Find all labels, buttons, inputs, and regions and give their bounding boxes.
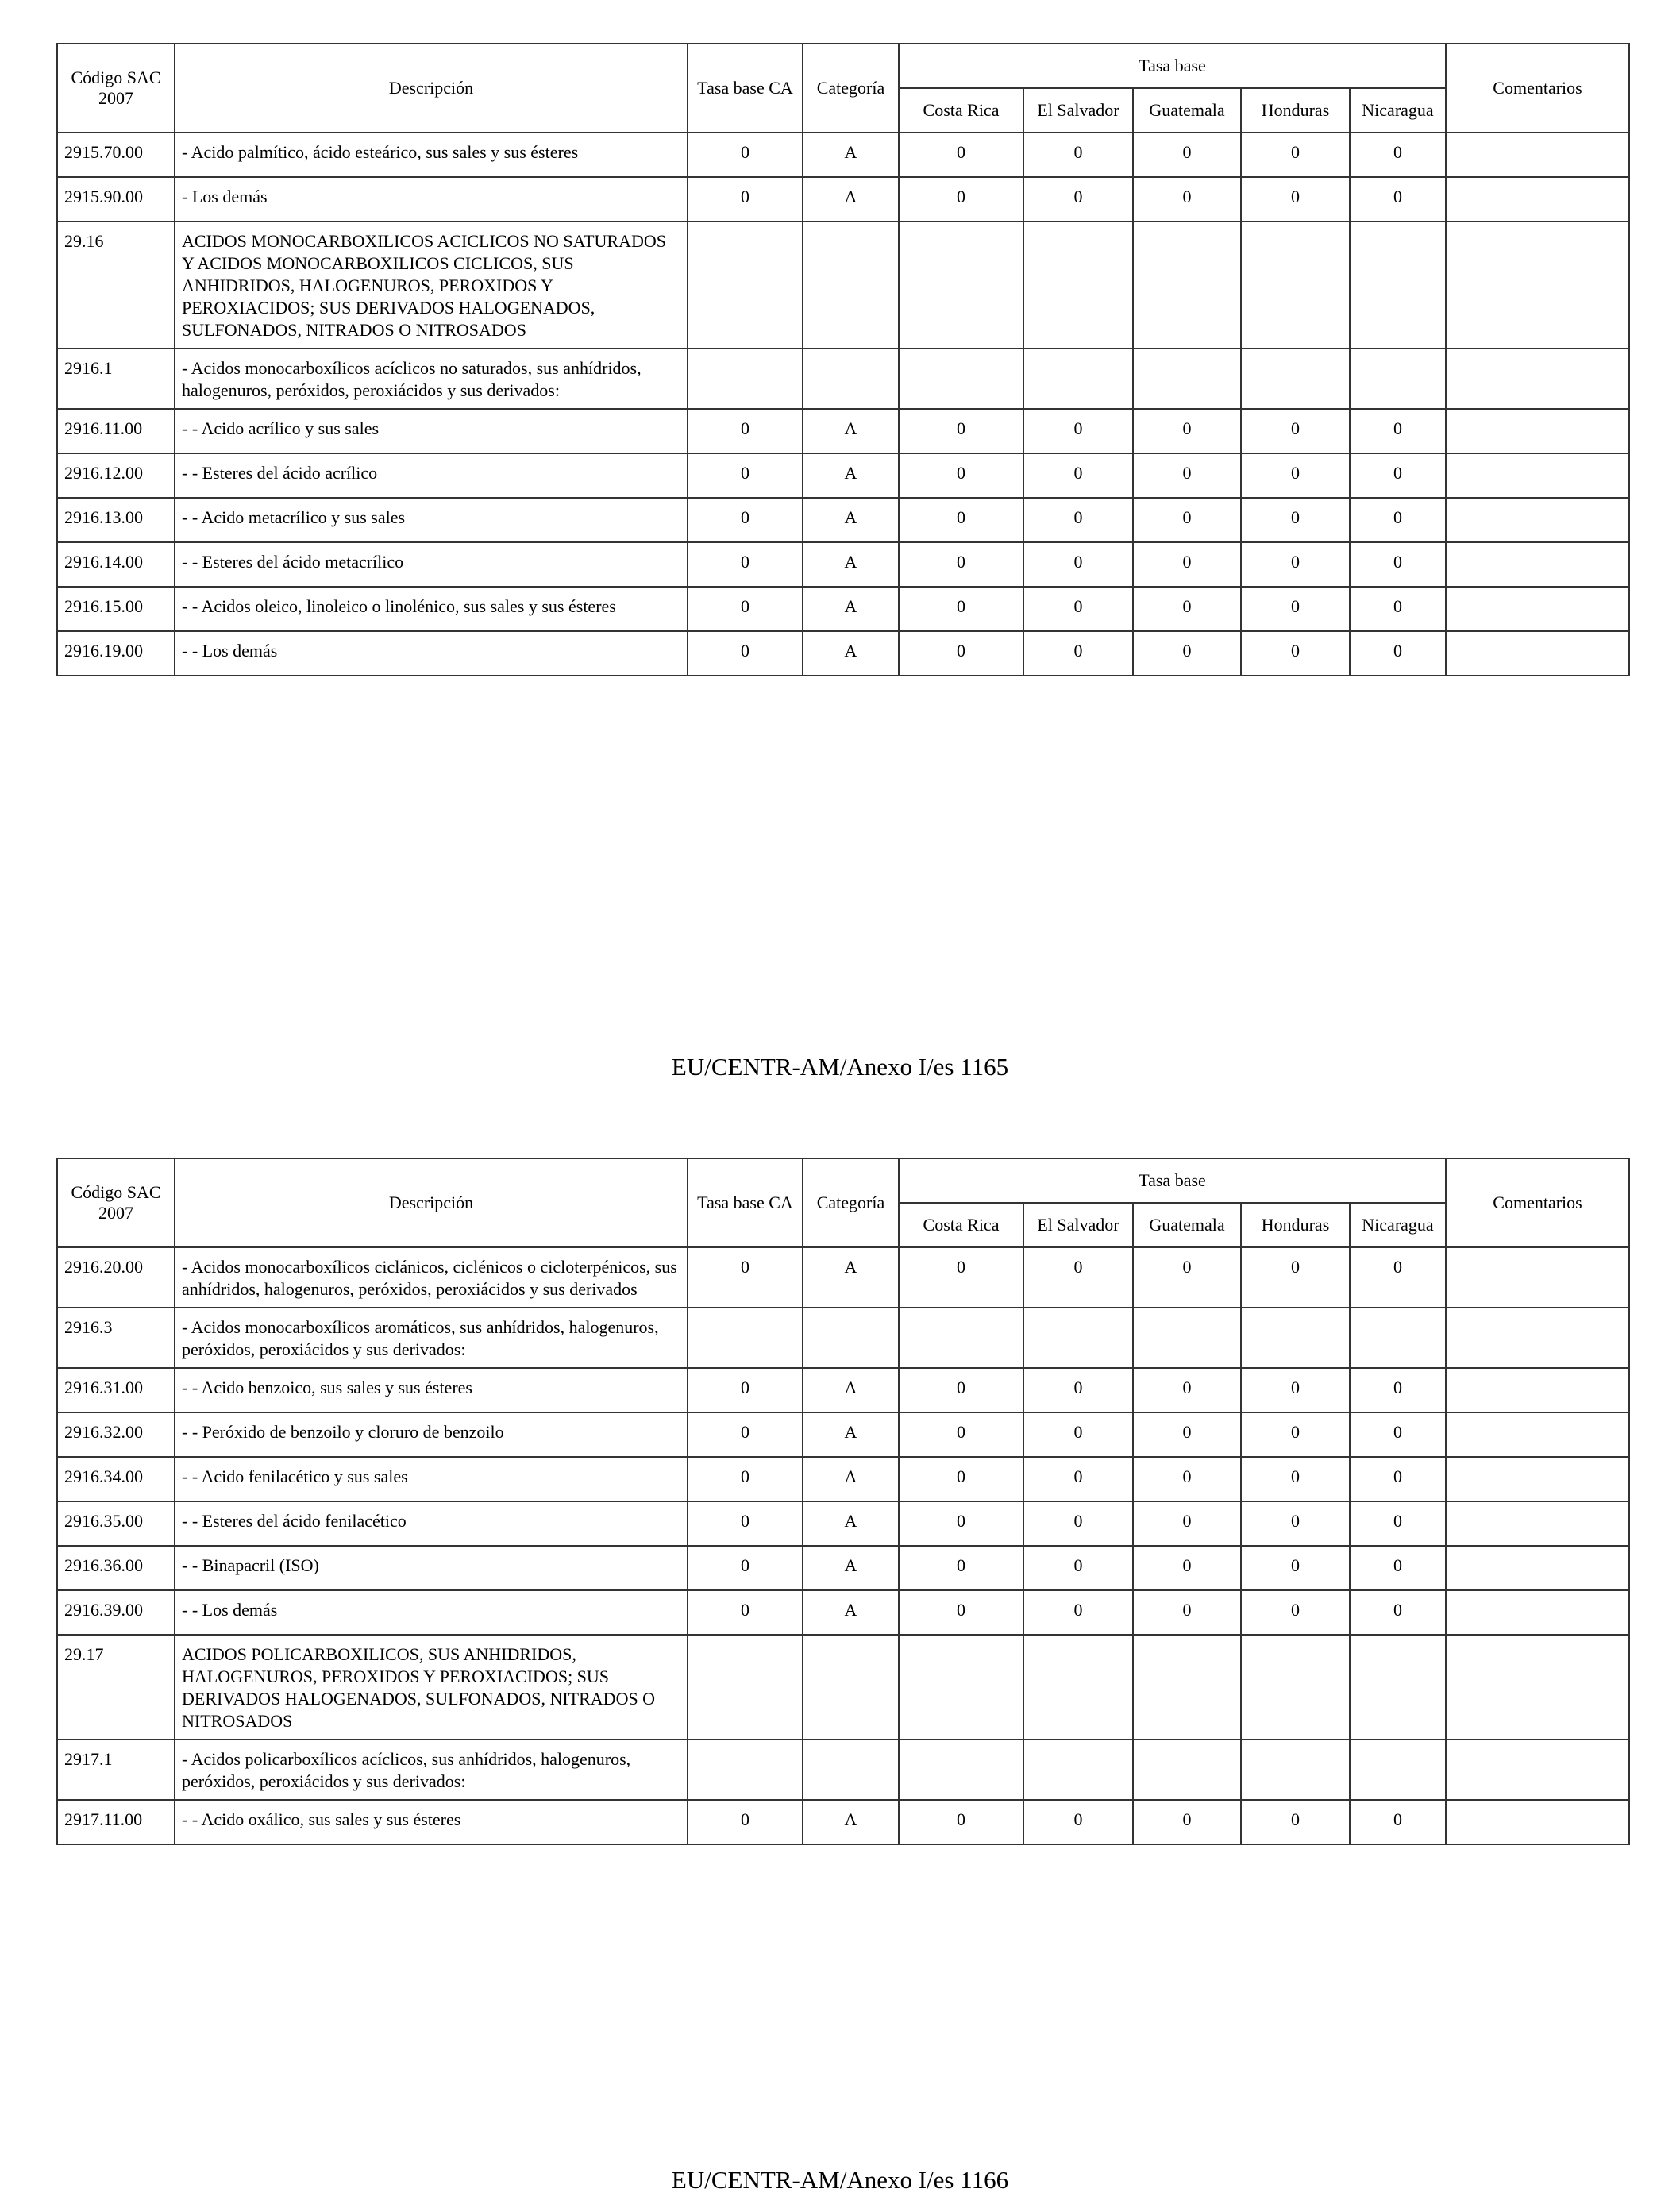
description-cell: - Acidos monocarboxílicos acíclicos no saturados, sus anhídridos, halogenuros, peróxidos, peroxiácidos y sus derivados:	[175, 349, 688, 409]
el-salvador-cell: 0	[1023, 631, 1133, 676]
header-base-rate-ca: Tasa base CA	[688, 44, 803, 133]
guatemala-cell: 0	[1133, 631, 1241, 676]
category-cell: A	[803, 1546, 899, 1590]
category-cell	[803, 1635, 899, 1740]
header-nicaragua: Nicaragua	[1350, 88, 1446, 133]
header-costa-rica: Costa Rica	[899, 1203, 1023, 1247]
el-salvador-cell: 0	[1023, 133, 1133, 177]
comments-cell	[1446, 542, 1629, 587]
honduras-cell: 0	[1241, 631, 1350, 676]
el-salvador-cell: 0	[1023, 498, 1133, 542]
header-category: Categoría	[803, 1158, 899, 1247]
honduras-cell: 0	[1241, 1501, 1350, 1546]
nicaragua-cell: 0	[1350, 498, 1446, 542]
comments-cell	[1446, 133, 1629, 177]
code-cell: 2916.12.00	[57, 453, 175, 498]
table-row	[57, 409, 1629, 453]
description-cell: - - Los demás	[175, 1590, 688, 1635]
page-footer: EU/CENTR-AM/Anexo I/es 1165	[671, 1053, 1009, 1081]
code-cell: 2916.32.00	[57, 1412, 175, 1457]
guatemala-cell: 0	[1133, 409, 1241, 453]
nicaragua-cell: 0	[1350, 1368, 1446, 1412]
comments-cell	[1446, 1800, 1629, 1844]
el-salvador-cell: 0	[1023, 1457, 1133, 1501]
category-cell	[803, 222, 899, 349]
el-salvador-cell: 0	[1023, 1412, 1133, 1457]
costa-rica-cell: 0	[899, 409, 1023, 453]
guatemala-cell	[1133, 1740, 1241, 1800]
header-el-salvador: El Salvador	[1023, 1203, 1133, 1247]
description-cell: - - Acido acrílico y sus sales	[175, 409, 688, 453]
table-row	[57, 631, 1629, 676]
code-cell: 2916.39.00	[57, 1590, 175, 1635]
base-rate-ca-cell: 0	[688, 1368, 803, 1412]
costa-rica-cell: 0	[899, 631, 1023, 676]
category-cell: A	[803, 498, 899, 542]
tariff-table-page-1166	[56, 1158, 1630, 1845]
description-cell: - Los demás	[175, 177, 688, 222]
guatemala-cell: 0	[1133, 177, 1241, 222]
honduras-cell	[1241, 1308, 1350, 1368]
el-salvador-cell: 0	[1023, 587, 1133, 631]
costa-rica-cell	[899, 349, 1023, 409]
description-cell: - - Peróxido de benzoilo y cloruro de benzoilo	[175, 1412, 688, 1457]
costa-rica-cell: 0	[899, 177, 1023, 222]
description-cell: - - Acidos oleico, linoleico o linolénico, sus sales y sus ésteres	[175, 587, 688, 631]
category-cell: A	[803, 1800, 899, 1844]
base-rate-ca-cell: 0	[688, 1800, 803, 1844]
category-cell	[803, 1308, 899, 1368]
code-cell: 2916.3	[57, 1308, 175, 1368]
header-el-salvador: El Salvador	[1023, 88, 1133, 133]
base-rate-ca-cell	[688, 1635, 803, 1740]
nicaragua-cell	[1350, 349, 1446, 409]
description-cell: - Acidos monocarboxílicos ciclánicos, ciclénicos o cicloterpénicos, sus anhídridos, halogenuros, peróxidos, peroxiácidos y sus derivados	[175, 1247, 688, 1308]
base-rate-ca-cell: 0	[688, 587, 803, 631]
description-cell: - Acido palmítico, ácido esteárico, sus sales y sus ésteres	[175, 133, 688, 177]
honduras-cell: 0	[1241, 1247, 1350, 1308]
guatemala-cell: 0	[1133, 498, 1241, 542]
el-salvador-cell: 0	[1023, 1368, 1133, 1412]
el-salvador-cell	[1023, 349, 1133, 409]
comments-cell	[1446, 1368, 1629, 1412]
table-row	[57, 1457, 1629, 1501]
header-honduras: Honduras	[1241, 1203, 1350, 1247]
code-cell: 29.17	[57, 1635, 175, 1740]
tariff-table-page-1165	[56, 43, 1630, 676]
nicaragua-cell: 0	[1350, 1412, 1446, 1457]
guatemala-cell: 0	[1133, 1368, 1241, 1412]
category-cell: A	[803, 133, 899, 177]
el-salvador-cell	[1023, 1740, 1133, 1800]
nicaragua-cell: 0	[1350, 542, 1446, 587]
honduras-cell: 0	[1241, 542, 1350, 587]
nicaragua-cell: 0	[1350, 1800, 1446, 1844]
honduras-cell: 0	[1241, 177, 1350, 222]
costa-rica-cell: 0	[899, 1501, 1023, 1546]
table-row	[57, 1247, 1629, 1308]
table-body	[57, 1247, 1629, 1844]
category-cell	[803, 349, 899, 409]
costa-rica-cell: 0	[899, 1800, 1023, 1844]
honduras-cell: 0	[1241, 409, 1350, 453]
category-cell: A	[803, 1368, 899, 1412]
table-row	[57, 453, 1629, 498]
nicaragua-cell	[1350, 1740, 1446, 1800]
guatemala-cell: 0	[1133, 1546, 1241, 1590]
guatemala-cell: 0	[1133, 1247, 1241, 1308]
comments-cell	[1446, 409, 1629, 453]
guatemala-cell	[1133, 1635, 1241, 1740]
category-cell: A	[803, 177, 899, 222]
base-rate-ca-cell: 0	[688, 1457, 803, 1501]
category-cell: A	[803, 631, 899, 676]
category-cell	[803, 1740, 899, 1800]
comments-cell	[1446, 498, 1629, 542]
guatemala-cell: 0	[1133, 1457, 1241, 1501]
guatemala-cell: 0	[1133, 133, 1241, 177]
nicaragua-cell: 0	[1350, 1457, 1446, 1501]
header-nicaragua: Nicaragua	[1350, 1203, 1446, 1247]
code-cell: 2916.14.00	[57, 542, 175, 587]
description-cell: - Acidos monocarboxílicos aromáticos, sus anhídridos, halogenuros, peróxidos, peroxiácidos y sus derivados:	[175, 1308, 688, 1368]
base-rate-ca-cell	[688, 1740, 803, 1800]
header-base-rate: Tasa base	[899, 1158, 1446, 1203]
comments-cell	[1446, 1546, 1629, 1590]
nicaragua-cell	[1350, 222, 1446, 349]
honduras-cell	[1241, 349, 1350, 409]
description-cell: - - Esteres del ácido metacrílico	[175, 542, 688, 587]
table-row	[57, 1308, 1629, 1368]
category-cell: A	[803, 453, 899, 498]
honduras-cell: 0	[1241, 133, 1350, 177]
code-cell: 2916.15.00	[57, 587, 175, 631]
nicaragua-cell: 0	[1350, 1247, 1446, 1308]
guatemala-cell	[1133, 222, 1241, 349]
header-code: Código SAC 2007	[57, 1158, 175, 1247]
page-footer: EU/CENTR-AM/Anexo I/es 1166	[671, 2166, 1009, 2194]
header-guatemala: Guatemala	[1133, 88, 1241, 133]
comments-cell	[1446, 1635, 1629, 1740]
el-salvador-cell: 0	[1023, 409, 1133, 453]
el-salvador-cell: 0	[1023, 177, 1133, 222]
costa-rica-cell: 0	[899, 1412, 1023, 1457]
el-salvador-cell: 0	[1023, 1501, 1133, 1546]
category-cell: A	[803, 542, 899, 587]
comments-cell	[1446, 222, 1629, 349]
comments-cell	[1446, 1412, 1629, 1457]
nicaragua-cell: 0	[1350, 631, 1446, 676]
category-cell: A	[803, 409, 899, 453]
header-description: Descripción	[175, 1158, 688, 1247]
base-rate-ca-cell	[688, 349, 803, 409]
costa-rica-cell: 0	[899, 1546, 1023, 1590]
base-rate-ca-cell: 0	[688, 409, 803, 453]
guatemala-cell: 0	[1133, 587, 1241, 631]
base-rate-ca-cell: 0	[688, 453, 803, 498]
table-row	[57, 177, 1629, 222]
honduras-cell: 0	[1241, 1800, 1350, 1844]
base-rate-ca-cell: 0	[688, 1412, 803, 1457]
el-salvador-cell: 0	[1023, 1800, 1133, 1844]
base-rate-ca-cell: 0	[688, 498, 803, 542]
costa-rica-cell: 0	[899, 133, 1023, 177]
base-rate-ca-cell: 0	[688, 133, 803, 177]
guatemala-cell: 0	[1133, 1412, 1241, 1457]
base-rate-ca-cell: 0	[688, 1590, 803, 1635]
el-salvador-cell: 0	[1023, 1546, 1133, 1590]
table-row	[57, 1740, 1629, 1800]
table-body	[57, 133, 1629, 676]
honduras-cell: 0	[1241, 453, 1350, 498]
costa-rica-cell: 0	[899, 1457, 1023, 1501]
description-cell: - - Los demás	[175, 631, 688, 676]
description-cell: - - Acido benzoico, sus sales y sus ésteres	[175, 1368, 688, 1412]
code-cell: 2916.34.00	[57, 1457, 175, 1501]
table-row	[57, 587, 1629, 631]
base-rate-ca-cell: 0	[688, 1546, 803, 1590]
base-rate-ca-cell: 0	[688, 177, 803, 222]
table-row	[57, 542, 1629, 587]
comments-cell	[1446, 1247, 1629, 1308]
code-cell: 2916.31.00	[57, 1368, 175, 1412]
code-cell: 2916.1	[57, 349, 175, 409]
code-cell: 2916.11.00	[57, 409, 175, 453]
guatemala-cell: 0	[1133, 1501, 1241, 1546]
code-cell: 2916.20.00	[57, 1247, 175, 1308]
comments-cell	[1446, 631, 1629, 676]
base-rate-ca-cell: 0	[688, 542, 803, 587]
costa-rica-cell: 0	[899, 1590, 1023, 1635]
header-code: Código SAC 2007	[57, 44, 175, 133]
code-cell: 2916.13.00	[57, 498, 175, 542]
table-header	[57, 1158, 1629, 1247]
comments-cell	[1446, 1740, 1629, 1800]
el-salvador-cell	[1023, 222, 1133, 349]
el-salvador-cell: 0	[1023, 453, 1133, 498]
description-cell: - - Esteres del ácido acrílico	[175, 453, 688, 498]
category-cell: A	[803, 587, 899, 631]
header-base-rate-ca: Tasa base CA	[688, 1158, 803, 1247]
table-row	[57, 1412, 1629, 1457]
costa-rica-cell: 0	[899, 1368, 1023, 1412]
table-row	[57, 1368, 1629, 1412]
honduras-cell	[1241, 1635, 1350, 1740]
table-row	[57, 222, 1629, 349]
category-cell: A	[803, 1247, 899, 1308]
table-row	[57, 349, 1629, 409]
comments-cell	[1446, 1590, 1629, 1635]
base-rate-ca-cell: 0	[688, 1247, 803, 1308]
header-base-rate: Tasa base	[899, 44, 1446, 88]
costa-rica-cell: 0	[899, 542, 1023, 587]
nicaragua-cell: 0	[1350, 1501, 1446, 1546]
code-cell: 2917.11.00	[57, 1800, 175, 1844]
table-row	[57, 1546, 1629, 1590]
nicaragua-cell: 0	[1350, 177, 1446, 222]
description-cell: - - Acido metacrílico y sus sales	[175, 498, 688, 542]
comments-cell	[1446, 1501, 1629, 1546]
nicaragua-cell: 0	[1350, 409, 1446, 453]
honduras-cell: 0	[1241, 1368, 1350, 1412]
base-rate-ca-cell: 0	[688, 631, 803, 676]
nicaragua-cell: 0	[1350, 453, 1446, 498]
table-row	[57, 1590, 1629, 1635]
header-description: Descripción	[175, 44, 688, 133]
el-salvador-cell: 0	[1023, 1247, 1133, 1308]
table-row	[57, 1635, 1629, 1740]
comments-cell	[1446, 177, 1629, 222]
honduras-cell: 0	[1241, 1412, 1350, 1457]
costa-rica-cell	[899, 1740, 1023, 1800]
nicaragua-cell	[1350, 1635, 1446, 1740]
comments-cell	[1446, 587, 1629, 631]
guatemala-cell: 0	[1133, 1800, 1241, 1844]
category-cell: A	[803, 1590, 899, 1635]
category-cell: A	[803, 1501, 899, 1546]
header-comments: Comentarios	[1446, 1158, 1629, 1247]
costa-rica-cell: 0	[899, 498, 1023, 542]
table-row	[57, 133, 1629, 177]
costa-rica-cell	[899, 1635, 1023, 1740]
costa-rica-cell: 0	[899, 587, 1023, 631]
el-salvador-cell	[1023, 1635, 1133, 1740]
base-rate-ca-cell	[688, 222, 803, 349]
comments-cell	[1446, 1457, 1629, 1501]
costa-rica-cell	[899, 1308, 1023, 1368]
description-cell: - - Acido fenilacético y sus sales	[175, 1457, 688, 1501]
header-category: Categoría	[803, 44, 899, 133]
description-cell: - - Binapacril (ISO)	[175, 1546, 688, 1590]
guatemala-cell	[1133, 349, 1241, 409]
base-rate-ca-cell: 0	[688, 1501, 803, 1546]
honduras-cell	[1241, 222, 1350, 349]
header-guatemala: Guatemala	[1133, 1203, 1241, 1247]
nicaragua-cell: 0	[1350, 1546, 1446, 1590]
comments-cell	[1446, 349, 1629, 409]
base-rate-ca-cell	[688, 1308, 803, 1368]
guatemala-cell: 0	[1133, 1590, 1241, 1635]
code-cell: 29.16	[57, 222, 175, 349]
table-row	[57, 498, 1629, 542]
header-honduras: Honduras	[1241, 88, 1350, 133]
costa-rica-cell: 0	[899, 1247, 1023, 1308]
nicaragua-cell: 0	[1350, 133, 1446, 177]
honduras-cell	[1241, 1740, 1350, 1800]
honduras-cell: 0	[1241, 1457, 1350, 1501]
el-salvador-cell: 0	[1023, 1590, 1133, 1635]
guatemala-cell	[1133, 1308, 1241, 1368]
header-comments: Comentarios	[1446, 44, 1629, 133]
description-cell: ACIDOS MONOCARBOXILICOS ACICLICOS NO SATURADOS Y ACIDOS MONOCARBOXILICOS CICLICOS, SUS ANHIDRIDOS, HALOGENUROS, PEROXIDOS Y PEROXIACIDOS; SUS DERIVADOS HALOGENADOS, SULFONADOS, NITRADOS O NITROSADOS	[175, 222, 688, 349]
honduras-cell: 0	[1241, 498, 1350, 542]
costa-rica-cell: 0	[899, 453, 1023, 498]
code-cell: 2917.1	[57, 1740, 175, 1800]
honduras-cell: 0	[1241, 1590, 1350, 1635]
category-cell: A	[803, 1412, 899, 1457]
description-cell: - Acidos policarboxílicos acíclicos, sus anhídridos, halogenuros, peróxidos, peroxiácidos y sus derivados:	[175, 1740, 688, 1800]
header-costa-rica: Costa Rica	[899, 88, 1023, 133]
comments-cell	[1446, 453, 1629, 498]
table-row	[57, 1800, 1629, 1844]
description-cell: - - Acido oxálico, sus sales y sus ésteres	[175, 1800, 688, 1844]
description-cell: ACIDOS POLICARBOXILICOS, SUS ANHIDRIDOS, HALOGENUROS, PEROXIDOS Y PEROXIACIDOS; SUS DERIVADOS HALOGENADOS, SULFONADOS, NITRADOS O NITROSADOS	[175, 1635, 688, 1740]
table-header	[57, 44, 1629, 133]
costa-rica-cell	[899, 222, 1023, 349]
el-salvador-cell: 0	[1023, 542, 1133, 587]
code-cell: 2915.70.00	[57, 133, 175, 177]
code-cell: 2916.36.00	[57, 1546, 175, 1590]
nicaragua-cell: 0	[1350, 587, 1446, 631]
category-cell: A	[803, 1457, 899, 1501]
honduras-cell: 0	[1241, 587, 1350, 631]
guatemala-cell: 0	[1133, 453, 1241, 498]
description-cell: - - Esteres del ácido fenilacético	[175, 1501, 688, 1546]
table-row	[57, 1501, 1629, 1546]
comments-cell	[1446, 1308, 1629, 1368]
nicaragua-cell: 0	[1350, 1590, 1446, 1635]
nicaragua-cell	[1350, 1308, 1446, 1368]
code-cell: 2916.35.00	[57, 1501, 175, 1546]
guatemala-cell: 0	[1133, 542, 1241, 587]
honduras-cell: 0	[1241, 1546, 1350, 1590]
el-salvador-cell	[1023, 1308, 1133, 1368]
code-cell: 2916.19.00	[57, 631, 175, 676]
code-cell: 2915.90.00	[57, 177, 175, 222]
